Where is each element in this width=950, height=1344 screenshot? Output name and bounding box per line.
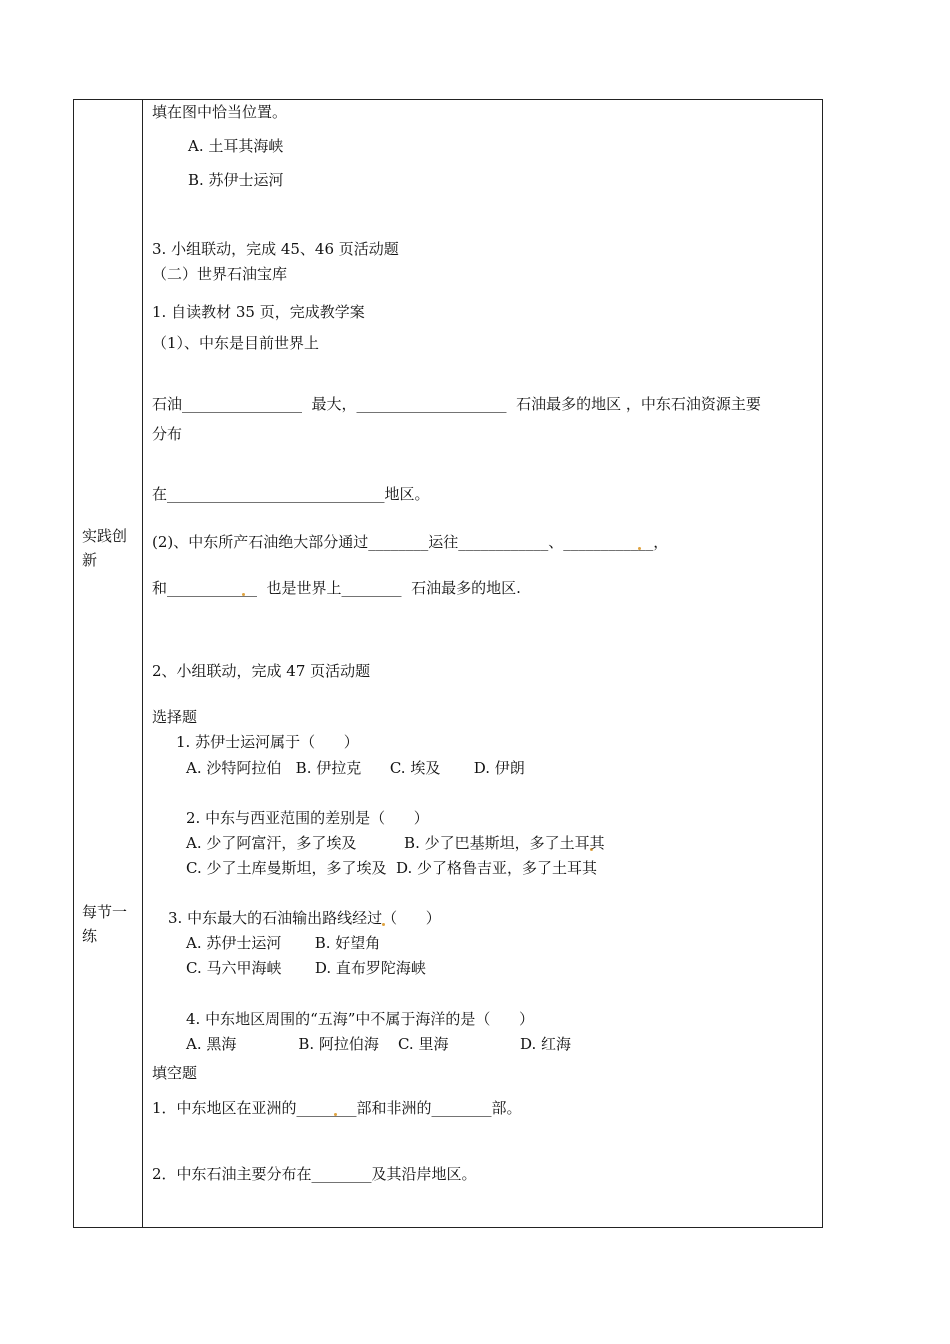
task-1: 1. 自读教材 35 页，完成教学案 bbox=[152, 303, 365, 321]
question-1-line-1: 石油________________ 最大，____________________ 石油最多的地区 ，中东石油资源主要 bbox=[152, 395, 761, 413]
label-practice: 实践创新 bbox=[82, 527, 128, 569]
task-2: 2、小组联动，完成 47 页活动题 bbox=[152, 662, 371, 680]
choice-section-title: 选择题 bbox=[152, 708, 198, 726]
option-a-strait: A. 土耳其海峡 bbox=[188, 137, 284, 155]
fill-section-title: 填空题 bbox=[152, 1064, 198, 1082]
question-2-line-2-text: 和__________ bbox=[152, 579, 243, 597]
question-2-line-2-tail: __ 也是世界上________ 石油最多的地区. bbox=[242, 579, 521, 597]
mc-question-2-options-cd: C. 少了土库曼斯坦，多了埃及 D. 少了格鲁吉亚，多了土耳其 bbox=[186, 859, 598, 877]
mc-question-1: 1. 苏伊士运河属于（ ） bbox=[176, 733, 359, 751]
column-divider bbox=[142, 99, 143, 1228]
mc-question-2-options-ab-text: A. 少了阿富汗，多了埃及 B. 少了巴基斯坦，多了土耳 bbox=[186, 834, 590, 852]
mc-question-4-options: A. 黑海 B. 阿拉伯海 C. 里海 D. 红海 bbox=[186, 1035, 572, 1053]
mc-question-2: 2. 中东与西亚范围的差别是（ ） bbox=[186, 809, 429, 827]
task-3: 3. 小组联动，完成 45、46 页活动题 bbox=[152, 240, 399, 258]
question-1-line-2: 分布 bbox=[152, 425, 183, 443]
mc-question-3-options-ab: A. 苏伊士运河 B. 好望角 bbox=[186, 934, 381, 952]
question-2-line-1-text: (2)、中东所产石油绝大部分通过________运往____________、__________ bbox=[152, 533, 639, 551]
fill-question-1 bbox=[152, 1098, 522, 1118]
mc-question-2-options-ab-tail: 其 bbox=[589, 834, 605, 852]
mc-question-4: 4. 中东地区周围的“五海”中不属于海洋的是（ ） bbox=[186, 1010, 535, 1028]
instruction-fill-map: 填在图中恰当位置。 bbox=[152, 103, 288, 121]
question-1-line-3: 在_____________________________地区。 bbox=[152, 485, 430, 503]
fill-question-1-tail: ___部和非洲的________部。 bbox=[334, 1099, 522, 1117]
mc-question-3-options-cd: C. 马六甲海峡 D. 直布罗陀海峡 bbox=[186, 959, 426, 977]
question-2-line-2 bbox=[152, 578, 521, 598]
section-2-title: （二）世界石油宝库 bbox=[152, 265, 288, 283]
option-b-canal: B. 苏伊士运河 bbox=[188, 171, 284, 189]
fill-question-1-text: 1．中东地区在亚洲的_____ bbox=[152, 1099, 335, 1117]
fill-question-2: 2．中东石油主要分布在________及其沿岸地区。 bbox=[152, 1165, 477, 1183]
mc-question-1-options: A. 沙特阿拉伯 B. 伊拉克 C. 埃及 D. 伊朗 bbox=[186, 759, 525, 777]
question-1-intro: （1）、中东是目前世界上 bbox=[152, 334, 320, 352]
question-2-line-1 bbox=[152, 532, 668, 552]
mc-question-3-tail: （ ） bbox=[382, 909, 441, 927]
question-2-line-1-tail: __， bbox=[638, 533, 669, 551]
mc-question-3 bbox=[168, 908, 441, 928]
mc-question-3-text: 3. 中东最大的石油输出路线经过 bbox=[168, 909, 383, 927]
mc-question-2-options-ab bbox=[186, 833, 605, 853]
label-exercise: 每节一练 bbox=[82, 903, 128, 945]
